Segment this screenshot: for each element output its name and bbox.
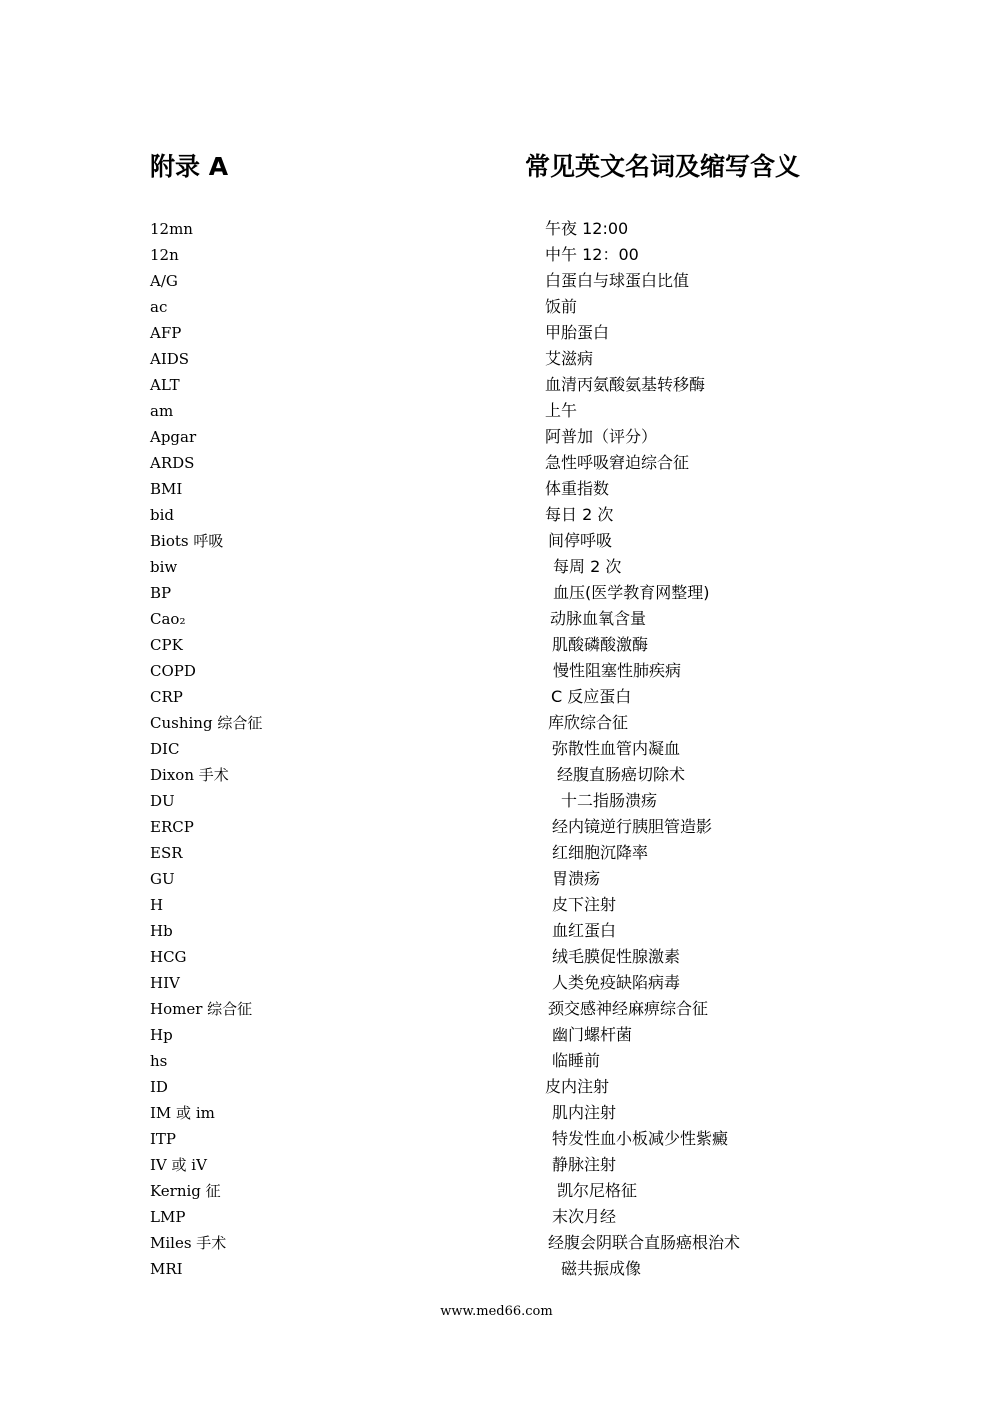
meaning: 甲胎蛋白	[545, 323, 610, 342]
list-item	[0, 294, 993, 320]
meaning: 白蛋白与球蛋白比值	[545, 271, 690, 290]
abbreviation: ID	[150, 1078, 168, 1096]
list-item	[0, 918, 993, 944]
abbreviation: CPK	[150, 636, 183, 654]
abbreviation: Hb	[150, 922, 173, 940]
meaning: 中午 12：00	[545, 245, 639, 264]
list-item	[0, 814, 993, 840]
abbreviation: am	[150, 402, 174, 420]
meaning: 阿普加（评分）	[545, 427, 658, 446]
meaning: 皮下注射	[552, 895, 617, 914]
list-item	[0, 554, 993, 580]
abbreviation: ARDS	[150, 454, 195, 472]
meaning: 静脉注射	[552, 1155, 617, 1174]
list-item	[0, 268, 993, 294]
meaning: 艾滋病	[545, 349, 594, 368]
meaning: 绒毛膜促性腺激素	[552, 947, 681, 966]
list-item	[0, 424, 993, 450]
abbreviation: DU	[150, 792, 175, 810]
meaning: 体重指数	[545, 479, 610, 498]
abbreviation: AIDS	[150, 350, 190, 368]
meaning: 血压(医学教育网整理)	[553, 583, 710, 602]
list-item	[0, 970, 993, 996]
meaning: 十二指肠溃疡	[561, 791, 658, 810]
abbreviation: ITP	[150, 1130, 177, 1148]
abbreviation: Biots 呼吸	[150, 532, 224, 550]
meaning: 胃溃疡	[552, 869, 601, 888]
abbreviation: ERCP	[150, 818, 194, 836]
list-item	[0, 1022, 993, 1048]
list-item	[0, 320, 993, 346]
list-item	[0, 1048, 993, 1074]
abbreviation: 12mn	[150, 220, 193, 238]
list-item	[0, 1100, 993, 1126]
list-item	[0, 502, 993, 528]
abbreviation: LMP	[150, 1208, 186, 1226]
abbreviation: IV 或 iV	[150, 1156, 207, 1174]
list-item	[0, 684, 993, 710]
meaning: 人类免疫缺陷病毒	[552, 973, 681, 992]
abbreviation: Dixon 手术	[150, 766, 229, 784]
meaning: 凯尔尼格征	[557, 1181, 638, 1200]
list-item	[0, 710, 993, 736]
meaning: 经腹会阴联合直肠癌根治术	[548, 1233, 741, 1252]
meaning: 血红蛋白	[552, 921, 617, 940]
meaning: 皮内注射	[545, 1077, 610, 1096]
meaning: 饭前	[545, 297, 578, 316]
abbreviation: 12n	[150, 246, 179, 264]
meaning: 颈交感神经麻痹综合征	[548, 999, 709, 1018]
list-item	[0, 580, 993, 606]
meaning: 磁共振成像	[561, 1259, 642, 1278]
meaning: 慢性阻塞性肺疾病	[553, 661, 682, 680]
abbreviation: bid	[150, 506, 175, 524]
abbreviation: COPD	[150, 662, 196, 680]
page-title: 常见英文名词及缩写含义	[525, 152, 801, 181]
appendix-title: 附录 A	[150, 152, 229, 181]
list-item	[0, 476, 993, 502]
meaning: 每日 2 次	[545, 505, 614, 524]
abbreviation: IM 或 im	[150, 1104, 215, 1122]
list-item	[0, 606, 993, 632]
list-item	[0, 996, 993, 1022]
abbreviation: ac	[150, 298, 168, 316]
abbreviation: DIC	[150, 740, 180, 758]
abbreviation: Kernig 征	[150, 1182, 221, 1200]
abbreviation: BMI	[150, 480, 183, 498]
abbreviation: Hp	[150, 1026, 173, 1044]
list-item	[0, 866, 993, 892]
meaning: 午夜 12:00	[545, 219, 629, 238]
footer-url: www.med66.com	[440, 1304, 553, 1319]
list-item	[0, 372, 993, 398]
list-item	[0, 762, 993, 788]
list-item	[0, 398, 993, 424]
meaning: 上午	[545, 401, 578, 420]
meaning: 弥散性血管内凝血	[552, 739, 681, 758]
meaning: 经内镜逆行胰胆管造影	[552, 817, 713, 836]
abbreviation: BP	[150, 584, 172, 602]
meaning: 动脉血氧含量	[550, 609, 647, 628]
abbreviation: Apgar	[150, 428, 197, 446]
meaning: 临睡前	[552, 1051, 601, 1070]
meaning: 每周 2 次	[553, 557, 622, 576]
abbreviation-list	[0, 216, 993, 1282]
list-item	[0, 840, 993, 866]
meaning: 幽门螺杆菌	[552, 1025, 633, 1044]
meaning: 急性呼吸窘迫综合征	[545, 453, 690, 472]
list-item	[0, 216, 993, 242]
abbreviation: hs	[150, 1052, 168, 1070]
list-item	[0, 944, 993, 970]
meaning: 血清丙氨酸氨基转移酶	[545, 375, 706, 394]
abbreviation: Cao₂	[150, 610, 186, 628]
list-item	[0, 1126, 993, 1152]
abbreviation: HCG	[150, 948, 187, 966]
list-item	[0, 1204, 993, 1230]
list-item	[0, 346, 993, 372]
list-item	[0, 1074, 993, 1100]
list-item	[0, 528, 993, 554]
list-item	[0, 1230, 993, 1256]
abbreviation: A/G	[150, 272, 178, 290]
abbreviation: MRI	[150, 1260, 183, 1278]
abbreviation: biw	[150, 558, 178, 576]
abbreviation: ESR	[150, 844, 183, 862]
list-item	[0, 1152, 993, 1178]
abbreviation: Miles 手术	[150, 1234, 227, 1252]
list-item	[0, 788, 993, 814]
abbreviation: HIV	[150, 974, 180, 992]
meaning: 肌内注射	[552, 1103, 617, 1122]
list-item	[0, 632, 993, 658]
meaning: 特发性血小板减少性紫癜	[552, 1129, 729, 1148]
abbreviation: Cushing 综合征	[150, 714, 263, 732]
abbreviation: CRP	[150, 688, 183, 706]
abbreviation: ALT	[150, 376, 180, 394]
meaning: 末次月经	[552, 1207, 617, 1226]
list-item	[0, 242, 993, 268]
meaning: C 反应蛋白	[551, 687, 632, 706]
list-item	[0, 736, 993, 762]
meaning: 肌酸磷酸激酶	[552, 635, 649, 654]
meaning: 经腹直肠癌切除术	[557, 765, 686, 784]
list-item	[0, 450, 993, 476]
abbreviation: Homer 综合征	[150, 1000, 253, 1018]
meaning: 间停呼吸	[548, 531, 613, 550]
abbreviation: GU	[150, 870, 175, 888]
list-item	[0, 658, 993, 684]
list-item	[0, 1178, 993, 1204]
list-item	[0, 1256, 993, 1282]
list-item	[0, 892, 993, 918]
meaning: 红细胞沉降率	[552, 843, 649, 862]
abbreviation: H	[150, 896, 164, 914]
abbreviation: AFP	[150, 324, 182, 342]
meaning: 库欣综合征	[548, 713, 629, 732]
